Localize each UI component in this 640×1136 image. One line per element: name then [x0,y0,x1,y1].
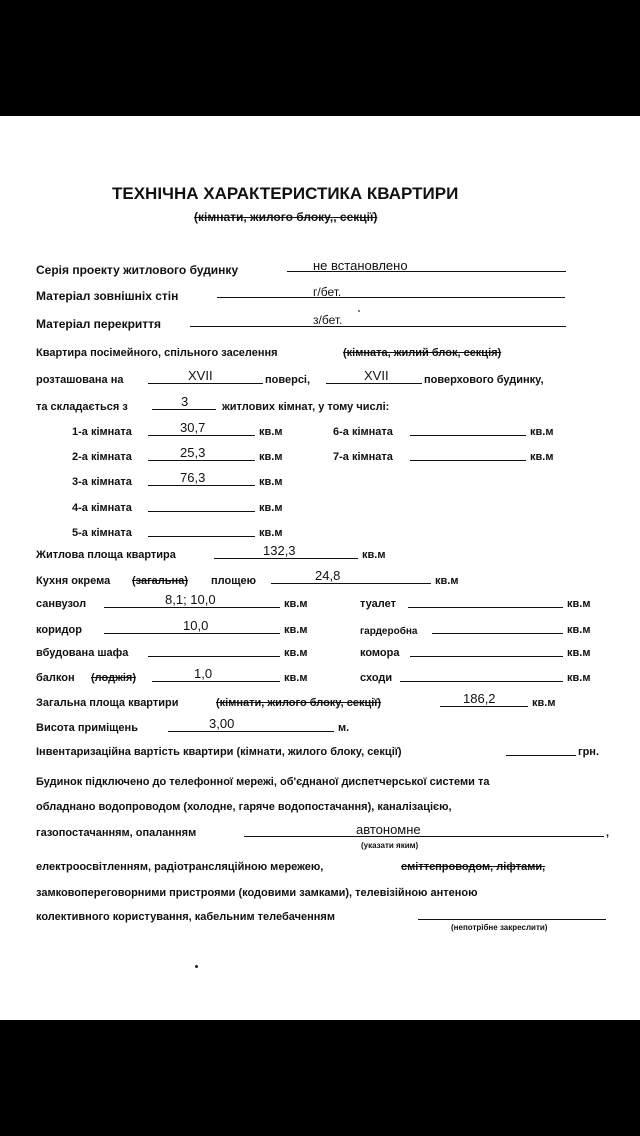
heating-comma: , [606,827,610,839]
room-2-unit: кв.м [259,451,283,463]
walls-label: Матеріал зовнішніх стін [36,289,179,303]
room-5-line [148,536,255,537]
bath-line [104,607,280,608]
inventory-line [506,755,576,756]
inventory-unit: грн. [578,746,600,758]
document-title: ТЕХНІЧНА ХАРАКТЕРИСТИКА КВАРТИРИ [112,184,459,203]
kitchen-strike: (загальна) [132,575,188,587]
room-7-label: 7-а кімната [333,451,393,463]
floors-value: з/бет. [313,313,343,327]
series-label: Серія проекту житлового будинку [36,263,239,277]
scan-speck-small [358,310,360,312]
closet-unit: кв.м [284,647,308,659]
para-line-2: обладнано водопроводом (холодне, гаряче водопостачання), каналізацією, [36,801,452,813]
room-1-label: 1-а кімната [72,426,132,438]
balcony-line [152,681,280,682]
heating-note: (указати яким) [361,841,419,850]
room-5-label: 5-а кімната [72,527,132,539]
room-1-unit: кв.м [259,426,283,438]
room-2-label: 2-а кімната [72,451,132,463]
room-1-value: 30,7 [180,420,206,435]
room-2-value: 25,3 [180,445,206,460]
room-3-label: 3-а кімната [72,476,132,488]
bath-unit: кв.м [284,598,308,610]
corridor-label: коридор [36,624,82,636]
toilet-unit: кв.м [567,598,591,610]
room-5-unit: кв.м [259,527,283,539]
corridor-line [104,633,280,634]
para-line-4: електроосвітленням, радіотрансляційною мережею, [36,861,324,873]
family-label: Квартира посімейного, спільного заселення [36,347,278,359]
para-line-6: колективного користування, кабельним телебаченням [36,911,335,923]
heating-value: автономне [356,822,421,837]
living-unit: кв.м [362,549,386,561]
toilet-line [408,607,563,608]
series-value: не встановлено [313,258,408,273]
corridor-unit: кв.м [284,624,308,636]
living-label: Житлова площа квартира [36,549,176,561]
cable-line [418,919,606,920]
total-strike: (кімнати, жилого блоку, секції) [216,697,382,709]
closet-label: вбудована шафа [36,647,129,659]
room-3-line [148,485,255,486]
heating-line [244,836,604,837]
room-3-value: 76,3 [180,470,206,485]
kitchen-label: Кухня окрема [36,575,111,587]
strike-note: (непотрібне закреслити) [451,923,548,932]
room-7-unit: кв.м [530,451,554,463]
floor-label: поверсі, [265,374,311,386]
floors-label: Матеріал перекриття [36,317,162,331]
kitchen-value: 24,8 [315,568,341,583]
wardrobe-unit: кв.м [567,624,591,636]
total-floors-value: XVII [364,368,389,383]
building-label: поверхового будинку, [424,374,544,386]
toilet-label: туалет [360,598,396,610]
height-label: Висота приміщень [36,722,138,734]
floor-line [148,383,263,384]
room-6-line [410,435,526,436]
height-unit: м. [338,722,350,734]
balcony-strike: (лоджія) [91,672,136,684]
para-line-5: замковопереговорними пристроями (кодовими замками), телевізійною антеною [36,887,478,899]
balcony-value: 1,0 [194,666,213,681]
storage-line [410,656,563,657]
floors-line [190,326,566,327]
balcony-unit: кв.м [284,672,308,684]
room-7-line [410,460,526,461]
rooms-label: житлових кімнат, у тому числі: [222,401,390,413]
room-2-line [148,460,255,461]
total-value: 186,2 [463,691,496,706]
rooms-count-value: 3 [181,394,189,409]
living-value: 132,3 [263,543,296,558]
height-value: 3,00 [209,716,235,731]
wardrobe-line [432,633,563,634]
corridor-value: 10,0 [183,618,209,633]
wardrobe-label: гардеробна [360,626,418,637]
total-unit: кв.м [532,697,556,709]
total-floors-line [326,383,422,384]
document-subtitle: (кімнати, жилого блоку,, секції) [194,210,378,224]
walls-value: г/бет. [313,285,342,299]
para-line-1: Будинок підключено до телефонної мережі, об'єднаної диспетчерської системи та [36,776,490,788]
scan-speck [195,965,198,968]
bath-value: 8,1; 10,0 [165,592,216,607]
kitchen-line [271,583,431,584]
living-line [214,558,358,559]
storage-unit: кв.м [567,647,591,659]
walls-line [217,297,565,298]
closet-line [148,656,280,657]
total-label: Загальна площа квартири [36,697,179,709]
bath-label: санвузол [36,598,87,610]
room-6-unit: кв.м [530,426,554,438]
inventory-label: Інвентаризаційна вартість квартири (кімнати, жилого блоку, секції) [36,746,402,758]
kitchen-label-b: площею [211,575,256,587]
room-3-unit: кв.м [259,476,283,488]
floor-value: XVII [188,368,213,383]
family-strike: (кімната, жилий блок, секція) [343,347,502,359]
para-line-4-strike: сміттєпроводом, ліфтами, [401,861,546,873]
room-4-unit: кв.м [259,502,283,514]
height-line [168,731,334,732]
room-1-line [148,435,255,436]
para-line-3: газопостачанням, опаланням [36,827,197,839]
located-label: розташована на [36,374,124,386]
total-line [440,706,528,707]
stairs-unit: кв.м [567,672,591,684]
rooms-count-line [152,409,216,410]
consists-label: та складається з [36,401,128,413]
room-4-line [148,511,255,512]
stairs-line [400,681,563,682]
stairs-label: сходи [360,672,393,684]
kitchen-unit: кв.м [435,575,459,587]
balcony-label: балкон [36,672,75,684]
room-4-label: 4-а кімната [72,502,132,514]
storage-label: комора [360,647,400,659]
document-page [0,116,640,1020]
room-6-label: 6-а кімната [333,426,393,438]
